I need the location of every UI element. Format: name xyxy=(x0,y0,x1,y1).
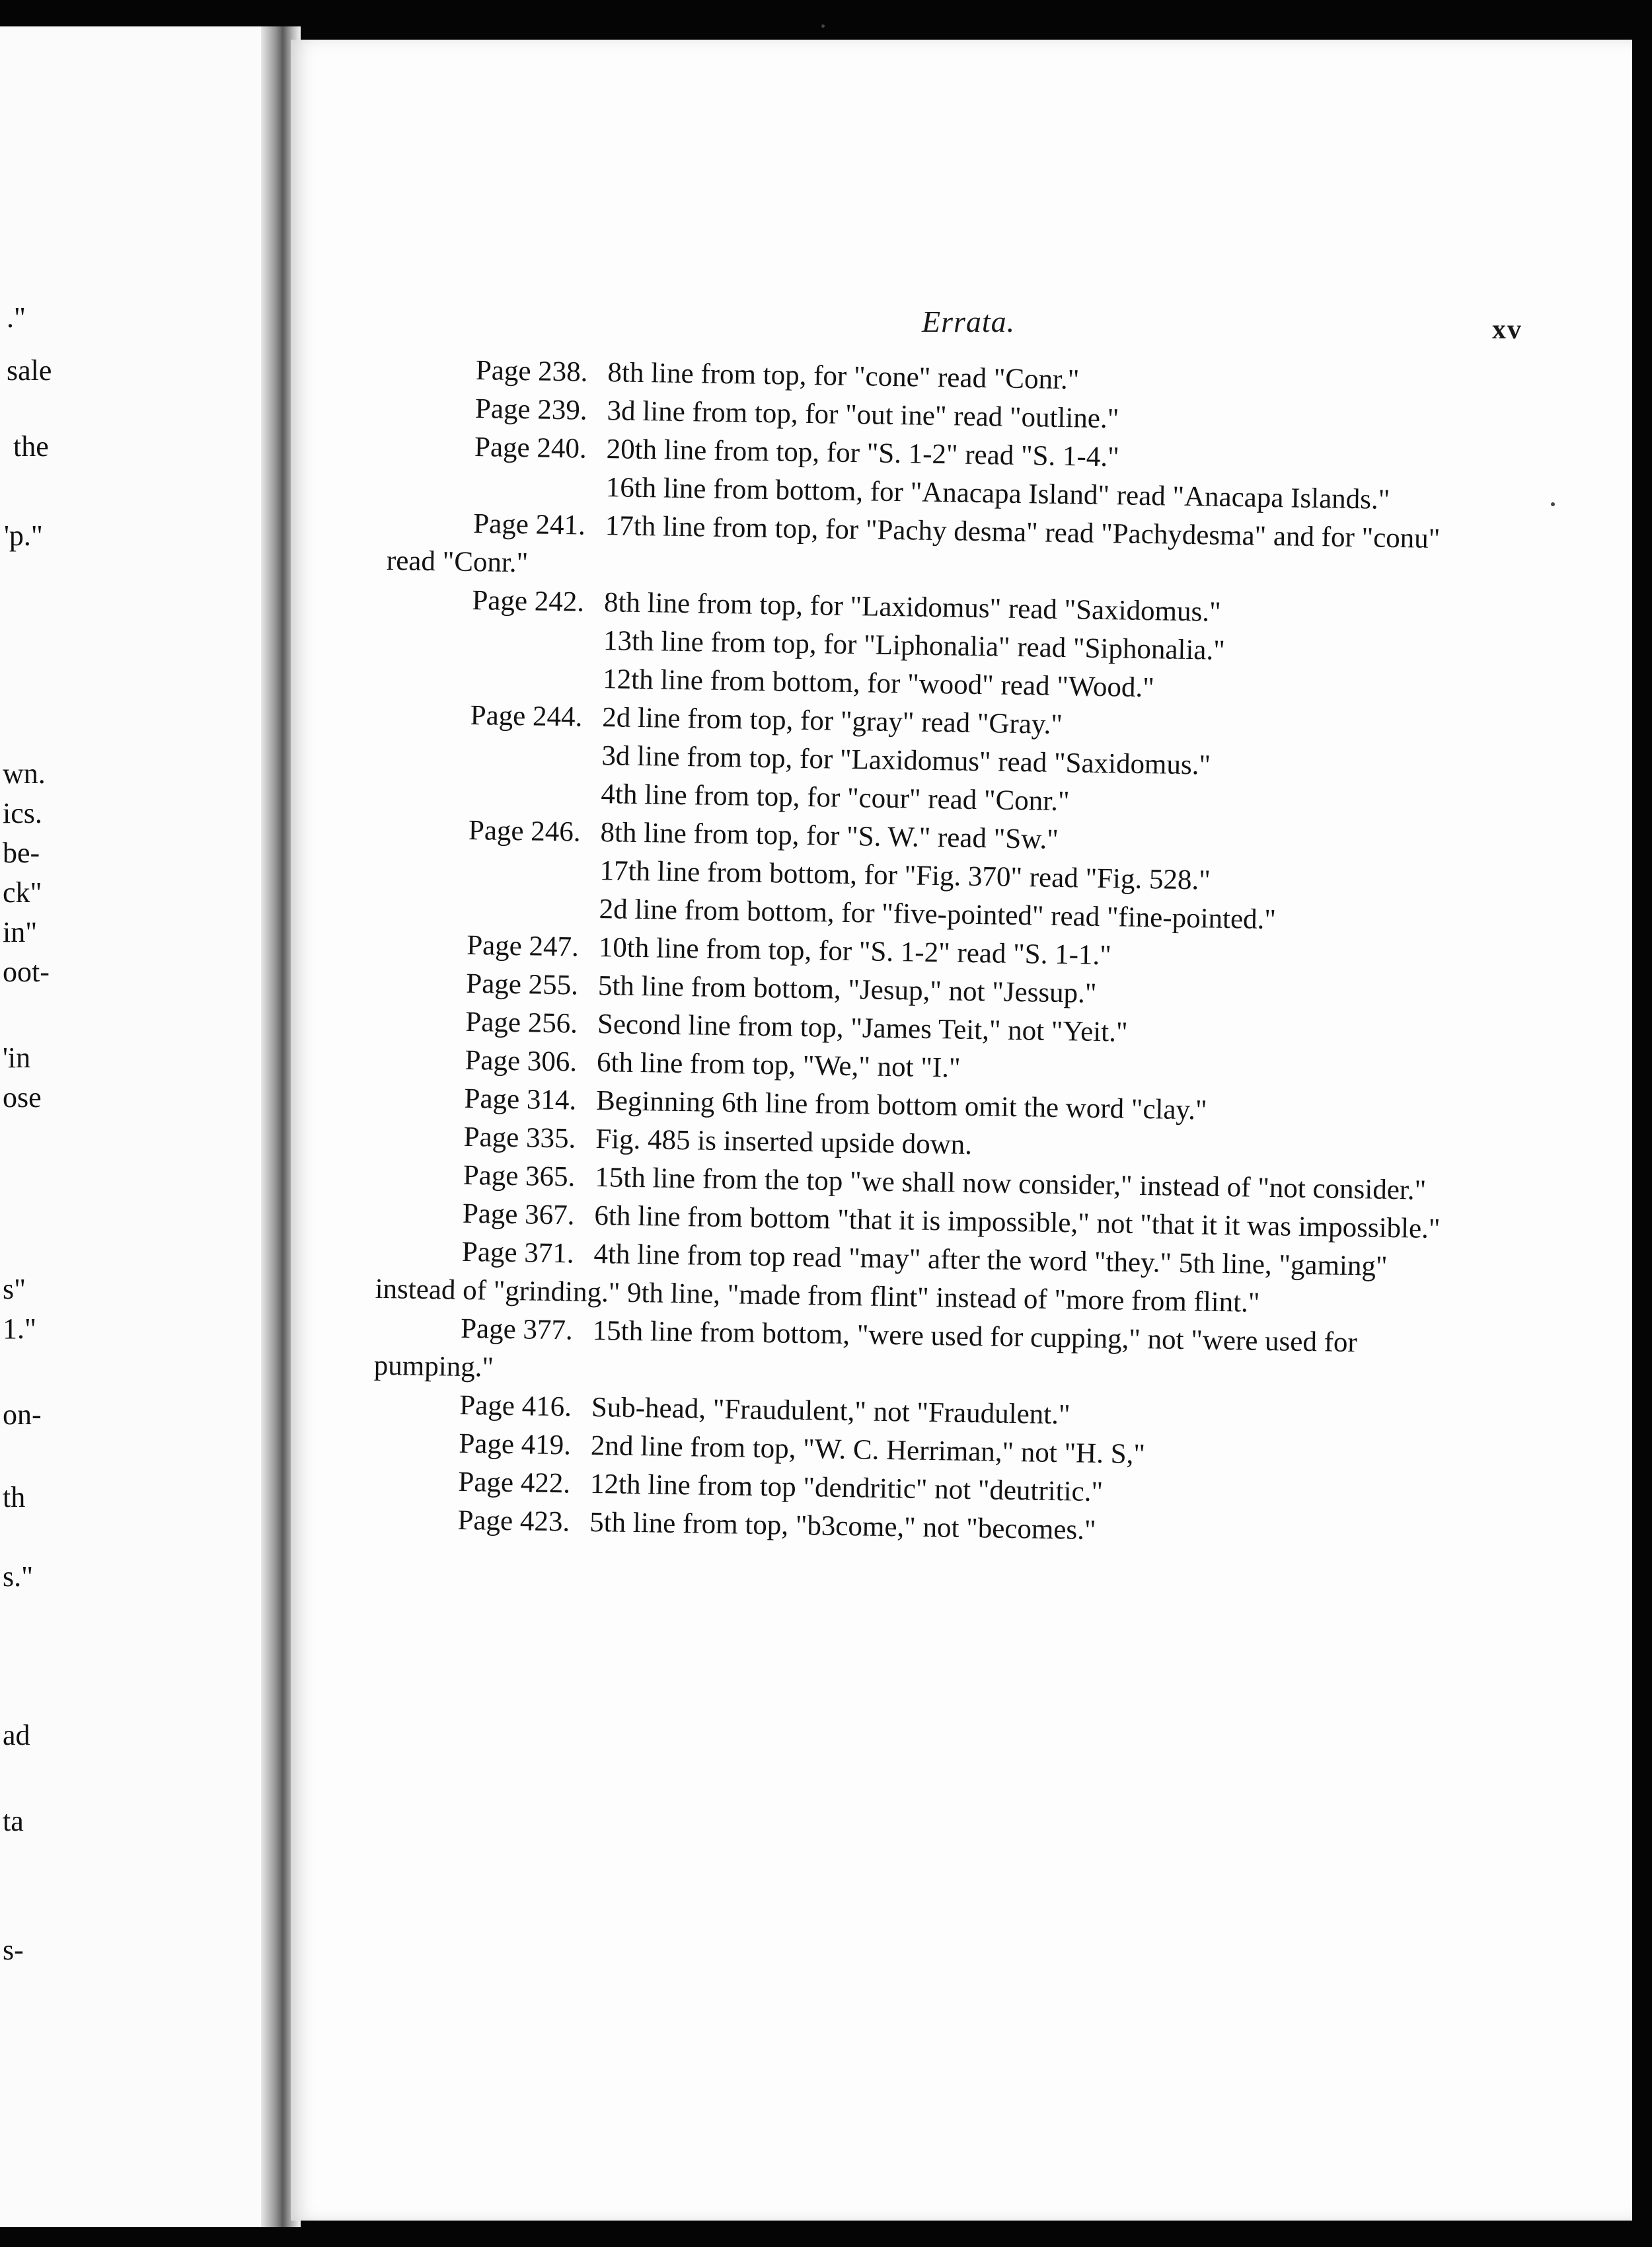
left-page-fragment: ics. xyxy=(3,797,42,829)
errata-correction-text: 12th line from bottom, for "wood" read "Wood." xyxy=(602,664,1155,704)
errata-correction-text: 8th line from top, for "cone" read "Conr." xyxy=(607,357,1080,396)
errata-correction-text: 12th line from top "dendritic" not "deutritic." xyxy=(589,1468,1104,1508)
errata-list xyxy=(371,350,1487,1556)
errata-correction-text: 10th line from top, for "S. 1-2" read "S. 1-1." xyxy=(598,932,1112,971)
errata-page-ref: Page 314. xyxy=(464,1083,577,1116)
errata-correction-text: 17th line from top, for "Pachy desma" read "Pachydesma" and for "conu" read "Conr." xyxy=(386,510,1448,579)
errata-page-ref: Page 365. xyxy=(463,1159,576,1193)
errata-correction-text: 2d line from bottom, for "five-pointed" read "fine-pointed." xyxy=(599,894,1277,936)
errata-page-ref: Page 419. xyxy=(459,1428,572,1461)
left-page-fragment: on- xyxy=(3,1398,42,1431)
errata-page-ref: Page 306. xyxy=(465,1044,578,1078)
errata-correction-text: 4th line from top, for "cour" read "Conr." xyxy=(601,779,1070,818)
errata-correction-text: 2nd line from top, "W. C. Herriman," not "H. S," xyxy=(590,1429,1146,1470)
errata-page-ref: Page 416. xyxy=(459,1389,572,1423)
errata-page-ref: Page 244. xyxy=(470,699,583,733)
errata-correction-text: Second line from top, "James Teit," not "Yeit." xyxy=(597,1009,1128,1048)
running-title: Errata. xyxy=(922,305,1016,338)
left-page-fragment: 'p." xyxy=(4,519,43,552)
errata-page-ref: Page 335. xyxy=(463,1121,576,1155)
errata-page-ref: Page 255. xyxy=(465,968,579,1001)
left-page-fragment: 'in xyxy=(3,1042,31,1074)
errata-page-ref: Page 377. xyxy=(460,1313,574,1346)
left-page-fragment: s- xyxy=(3,1934,24,1966)
errata-correction-text: 16th line from bottom, for "Anacapa Island" read "Anacapa Islands." xyxy=(605,472,1390,515)
left-page-fragment: 1." xyxy=(3,1313,36,1345)
left-page-fragment: in" xyxy=(3,916,38,948)
errata-page-ref: Page 367. xyxy=(462,1198,575,1231)
left-facing-page xyxy=(0,26,278,2227)
scan-speck xyxy=(1551,502,1555,506)
errata-correction-text: 6th line from bottom "that it is impossible," not "that it it was impossible." xyxy=(594,1200,1441,1245)
left-page-fragment: oot- xyxy=(3,956,50,988)
left-page-fragment: ad xyxy=(3,1719,30,1751)
left-page-fragment: the xyxy=(13,430,49,463)
left-page-fragment: ta xyxy=(3,1805,24,1837)
errata-correction-text: 15th line from the top "we shall now consider," instead of "not consider." xyxy=(595,1162,1427,1206)
errata-page-ref: Page 240. xyxy=(474,432,587,465)
left-page-fragment: s." xyxy=(3,1560,34,1593)
errata-correction-text: 5th line from bottom, "Jesup," not "Jessup." xyxy=(597,970,1097,1009)
errata-page-ref: Page 241. xyxy=(472,508,586,541)
errata-page-ref: Page 247. xyxy=(466,929,580,963)
left-page-fragment: wn. xyxy=(3,757,46,790)
left-page-fragment: ." xyxy=(7,301,26,334)
errata-correction-text: 2d line from top, for "gray" read "Gray." xyxy=(601,702,1063,741)
scan-speck xyxy=(821,24,825,28)
left-page-fragment: sale xyxy=(7,354,52,387)
left-page-fragment: th xyxy=(3,1481,26,1513)
errata-page-ref: Page 371. xyxy=(461,1236,574,1270)
errata-correction-text: Beginning 6th line from bottom omit the word "clay." xyxy=(595,1085,1207,1126)
errata-correction-text: 17th line from bottom, for "Fig. 370" read "Fig. 528." xyxy=(599,855,1211,896)
errata-page-ref: Page 242. xyxy=(472,585,585,618)
errata-correction-text: 3d line from top, for "Laxidomus" read "Saxidomus." xyxy=(601,740,1211,781)
errata-correction-text: 13th line from top, for "Liphonalia" read "Siphonalia." xyxy=(603,625,1226,666)
errata-page xyxy=(291,40,1632,2221)
errata-page-ref: Page 256. xyxy=(465,1006,578,1040)
errata-correction-text: 4th line from top read "may" after the word "they." 5th line, "gaming" instead of "grinding." 9th line, "made from flint" instead of "more from flint." xyxy=(375,1238,1395,1318)
errata-page-ref: Page 422. xyxy=(458,1466,571,1500)
errata-correction-text: 20th line from top, for "S. 1-2" read "S. 1-4." xyxy=(606,434,1119,473)
left-page-fragment: s" xyxy=(3,1273,26,1305)
errata-correction-text: 8th line from top, for "Laxidomus" read "Saxidomus." xyxy=(603,587,1221,628)
left-page-fragment: be- xyxy=(3,837,40,869)
errata-correction-text: 8th line from top, for "S. W." read "Sw." xyxy=(600,817,1059,855)
errata-correction-text: 5th line from top, "b3come," not "becomes." xyxy=(589,1506,1096,1546)
errata-correction-text: Fig. 485 is inserted upside down. xyxy=(595,1124,973,1161)
errata-correction-text: 15th line from bottom, "were used for cupping," not "were used for pumping." xyxy=(373,1315,1365,1383)
errata-correction-text: Sub-head, "Fraudulent," not "Fraudulent." xyxy=(591,1391,1070,1431)
errata-correction-text: 3d line from top, for "out ine" read "outline." xyxy=(607,395,1119,435)
errata-correction-text: 6th line from top, "We," not "I." xyxy=(596,1047,961,1084)
errata-page-ref: Page 238. xyxy=(475,355,588,388)
left-page-fragment: ose xyxy=(3,1081,42,1114)
errata-page-ref: Page 246. xyxy=(468,814,581,848)
errata-page-ref: Page 423. xyxy=(457,1504,570,1538)
page-number: xv xyxy=(1492,315,1522,345)
left-page-fragment: ck" xyxy=(3,876,42,909)
errata-page-ref: Page 239. xyxy=(474,393,587,426)
